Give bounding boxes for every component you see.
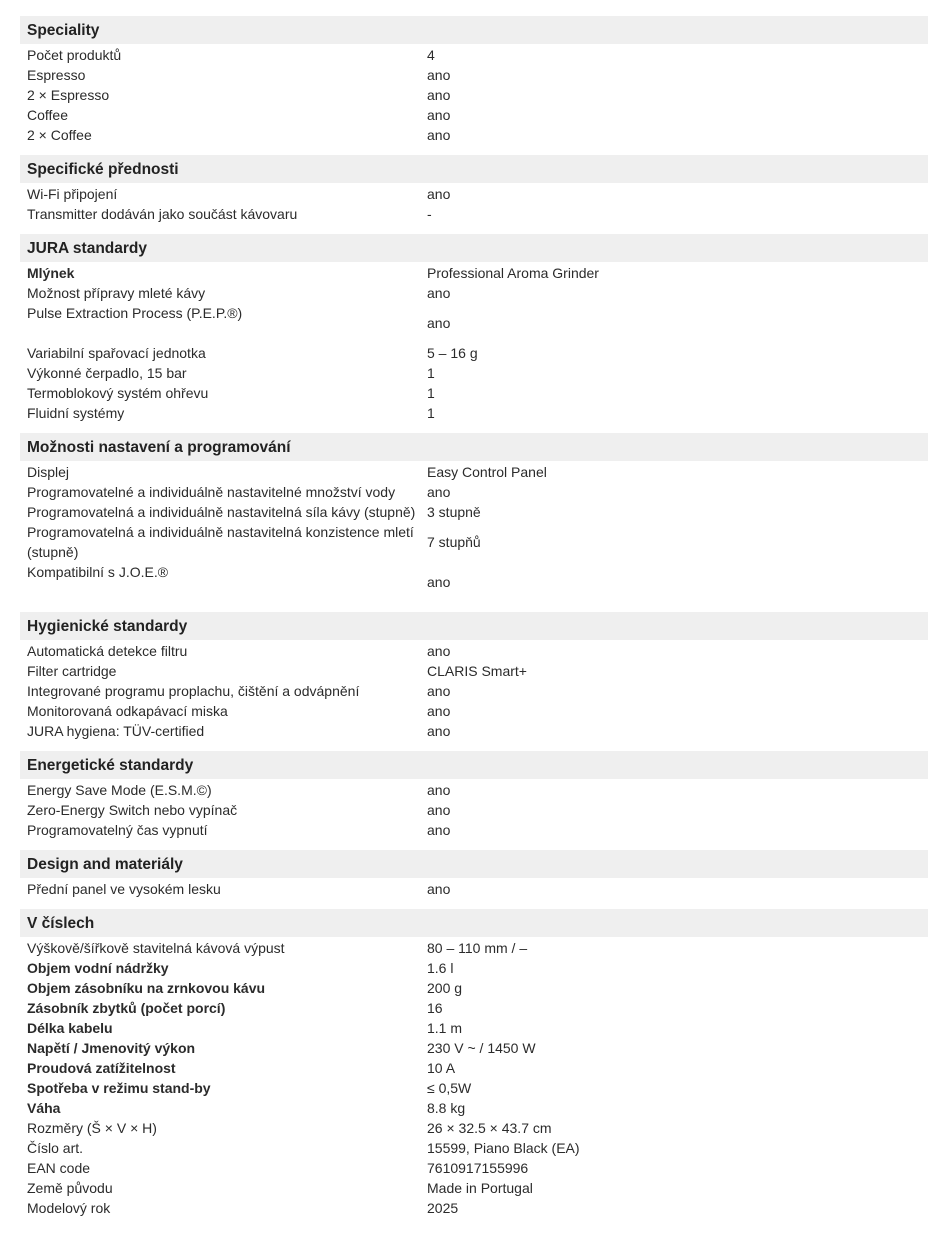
spec-value: CLARIS Smart+ — [427, 663, 527, 679]
spec-label: Termoblokový systém ohřevu — [27, 385, 209, 401]
spec-value: 1 — [427, 385, 435, 401]
section-title: Design and materiály — [20, 850, 928, 878]
spec-value: 200 g — [427, 980, 463, 996]
spec-value: ano — [427, 643, 451, 659]
spec-label: Energy Save Mode (E.S.M.©) — [27, 782, 212, 798]
spec-row — [27, 1138, 928, 1158]
spec-value: ano — [427, 881, 451, 897]
spec-value: 230 V ~ / 1450 W — [427, 1040, 536, 1056]
spec-label: Programovatelná a individuálně nastavitelná síla kávy (stupně) — [27, 504, 416, 520]
spec-row — [27, 343, 928, 363]
spec-rows — [27, 937, 928, 1218]
spec-value: Easy Control Panel — [427, 464, 547, 480]
spec-row — [27, 721, 928, 741]
spec-row — [27, 800, 928, 820]
spec-label: Přední panel ve vysokém lesku — [27, 881, 221, 897]
spec-rows — [27, 183, 928, 224]
spec-row — [27, 661, 928, 681]
spec-label: Objem vodní nádržky — [27, 960, 169, 976]
section-title: JURA standardy — [20, 234, 928, 262]
spec-value: ano — [427, 723, 451, 739]
spec-row — [27, 562, 928, 602]
spec-row — [27, 1158, 928, 1178]
spec-row — [27, 978, 928, 998]
spec-value: 8.8 kg — [427, 1100, 466, 1116]
spec-label: Rozměry (Š × V × H) — [27, 1120, 157, 1136]
spec-label: Variabilní spařovací jednotka — [27, 345, 206, 361]
spec-value: 80 – 110 mm / – — [427, 940, 528, 956]
spec-section — [0, 909, 938, 1218]
spec-label: 2 × Espresso — [27, 87, 110, 103]
spec-value: 1.6 l — [427, 960, 454, 976]
spec-label: Fluidní systémy — [27, 405, 125, 421]
spec-row — [27, 681, 928, 701]
spec-label: Displej — [27, 464, 70, 480]
spec-label: Výkonné čerpadlo, 15 bar — [27, 365, 187, 381]
spec-row — [27, 1178, 928, 1198]
spec-value: 2025 — [427, 1200, 459, 1216]
spec-label: Programovatelné a individuálně nastavitelné množství vody — [27, 484, 396, 500]
section-title: V číslech — [20, 909, 928, 937]
spec-label: Wi-Fi připojení — [27, 186, 118, 202]
spec-value: ano — [427, 484, 451, 500]
section-title: Energetické standardy — [20, 751, 928, 779]
spec-row — [27, 462, 928, 482]
spec-section — [0, 234, 938, 423]
spec-row — [27, 1198, 928, 1218]
spec-table — [0, 16, 938, 1228]
spec-label: Transmitter dodáván jako součást kávovaru — [27, 206, 298, 222]
spec-row — [27, 383, 928, 403]
spec-value: ano — [427, 87, 451, 103]
spec-label: Kompatibilní s J.O.E.® — [27, 564, 169, 580]
spec-row — [27, 1098, 928, 1118]
spec-label: EAN code — [27, 1160, 91, 1176]
spec-label: Proudová zatížitelnost — [27, 1060, 176, 1076]
spec-value: ano — [427, 683, 451, 699]
spec-row — [27, 1018, 928, 1038]
spec-label: Výškově/šířkově stavitelná kávová výpust — [27, 940, 285, 956]
spec-row — [27, 1078, 928, 1098]
spec-label: Spotřeba v režimu stand-by — [27, 1080, 211, 1096]
spec-row — [27, 502, 928, 522]
spec-rows — [27, 878, 928, 899]
spec-row — [27, 204, 928, 224]
spec-row — [27, 938, 928, 958]
spec-value: ano — [427, 574, 451, 590]
spec-label: Integrované programu proplachu, čištění a odvápnění — [27, 683, 360, 699]
spec-label: Váha — [27, 1100, 61, 1116]
section-title: Možnosti nastavení a programování — [20, 433, 928, 461]
spec-row — [27, 958, 928, 978]
spec-label: Coffee — [27, 107, 68, 123]
spec-label: Pulse Extraction Process (P.E.P.®) — [27, 305, 243, 321]
section-title: Specifické přednosti — [20, 155, 928, 183]
spec-row — [27, 701, 928, 721]
spec-value: ano — [427, 285, 451, 301]
spec-value: ano — [427, 127, 451, 143]
spec-row — [27, 522, 928, 562]
spec-label: Zero-Energy Switch nebo vypínač — [27, 802, 238, 818]
spec-label: Programovatelný čas vypnutí — [27, 822, 208, 838]
spec-label: Země původu — [27, 1180, 113, 1196]
spec-row — [27, 363, 928, 383]
spec-row — [27, 403, 928, 423]
spec-row — [27, 641, 928, 661]
spec-label: JURA hygiena: TÜV-certified — [27, 723, 205, 739]
spec-value: ano — [427, 315, 451, 331]
spec-section — [0, 850, 938, 899]
spec-label: Mlýnek — [27, 265, 75, 281]
spec-label: Počet produktů — [27, 47, 122, 63]
spec-row — [27, 1038, 928, 1058]
spec-label: 2 × Coffee — [27, 127, 92, 143]
spec-value: 4 — [427, 47, 435, 63]
spec-rows — [27, 779, 928, 840]
spec-section — [0, 751, 938, 840]
spec-row — [27, 263, 928, 283]
spec-section — [0, 155, 938, 224]
spec-row — [27, 105, 928, 125]
spec-section — [0, 16, 938, 145]
spec-value: Professional Aroma Grinder — [427, 265, 599, 281]
spec-rows — [27, 44, 928, 145]
spec-row — [27, 85, 928, 105]
spec-value: 7 stupňů — [427, 534, 481, 550]
spec-row — [27, 65, 928, 85]
spec-value: ano — [427, 67, 451, 83]
spec-value: ≤ 0,5W — [427, 1080, 472, 1096]
spec-label: Zásobník zbytků (počet porcí) — [27, 1000, 226, 1016]
spec-label: Možnost přípravy mleté kávy — [27, 285, 206, 301]
spec-section — [0, 612, 938, 741]
spec-section — [0, 433, 938, 602]
spec-row — [27, 1058, 928, 1078]
spec-value: 10 A — [427, 1060, 456, 1076]
spec-label: Espresso — [27, 67, 86, 83]
spec-value: 7610917155996 — [427, 1160, 529, 1176]
spec-row — [27, 879, 928, 899]
spec-value: 3 stupně — [427, 504, 481, 520]
spec-value: ano — [427, 822, 451, 838]
spec-value: - — [427, 206, 432, 222]
spec-row — [27, 482, 928, 502]
spec-value: ano — [427, 703, 451, 719]
spec-row — [27, 125, 928, 145]
spec-value: 1 — [427, 405, 435, 421]
spec-label: Objem zásobníku na zrnkovou kávu — [27, 980, 266, 996]
spec-label: Programovatelná a individuálně nastavitelná konzistence mletí (stupně) — [27, 524, 414, 560]
spec-label: Filter cartridge — [27, 663, 117, 679]
spec-row — [27, 1118, 928, 1138]
spec-row — [27, 303, 928, 343]
spec-value: ano — [427, 186, 451, 202]
spec-row — [27, 283, 928, 303]
spec-value: ano — [427, 107, 451, 123]
spec-value: 1.1 m — [427, 1020, 463, 1036]
spec-value: 26 × 32.5 × 43.7 cm — [427, 1120, 552, 1136]
spec-value: 15599, Piano Black (EA) — [427, 1140, 580, 1156]
spec-value: 16 — [427, 1000, 443, 1016]
spec-value: ano — [427, 802, 451, 818]
spec-label: Monitorovaná odkapávací miska — [27, 703, 228, 719]
spec-rows — [27, 461, 928, 602]
spec-value: 1 — [427, 365, 435, 381]
section-title: Speciality — [20, 16, 928, 44]
spec-row — [27, 45, 928, 65]
spec-label: Automatická detekce filtru — [27, 643, 188, 659]
spec-row — [27, 820, 928, 840]
spec-label: Modelový rok — [27, 1200, 111, 1216]
spec-rows — [27, 640, 928, 741]
spec-row — [27, 998, 928, 1018]
spec-value: Made in Portugal — [427, 1180, 533, 1196]
spec-rows — [27, 262, 928, 423]
spec-row — [27, 780, 928, 800]
spec-label: Napětí / Jmenovitý výkon — [27, 1040, 196, 1056]
spec-label: Délka kabelu — [27, 1020, 113, 1036]
spec-row — [27, 184, 928, 204]
spec-value: ano — [427, 782, 451, 798]
section-title: Hygienické standardy — [20, 612, 928, 640]
spec-label: Číslo art. — [27, 1140, 84, 1156]
spec-value: 5 – 16 g — [427, 345, 478, 361]
